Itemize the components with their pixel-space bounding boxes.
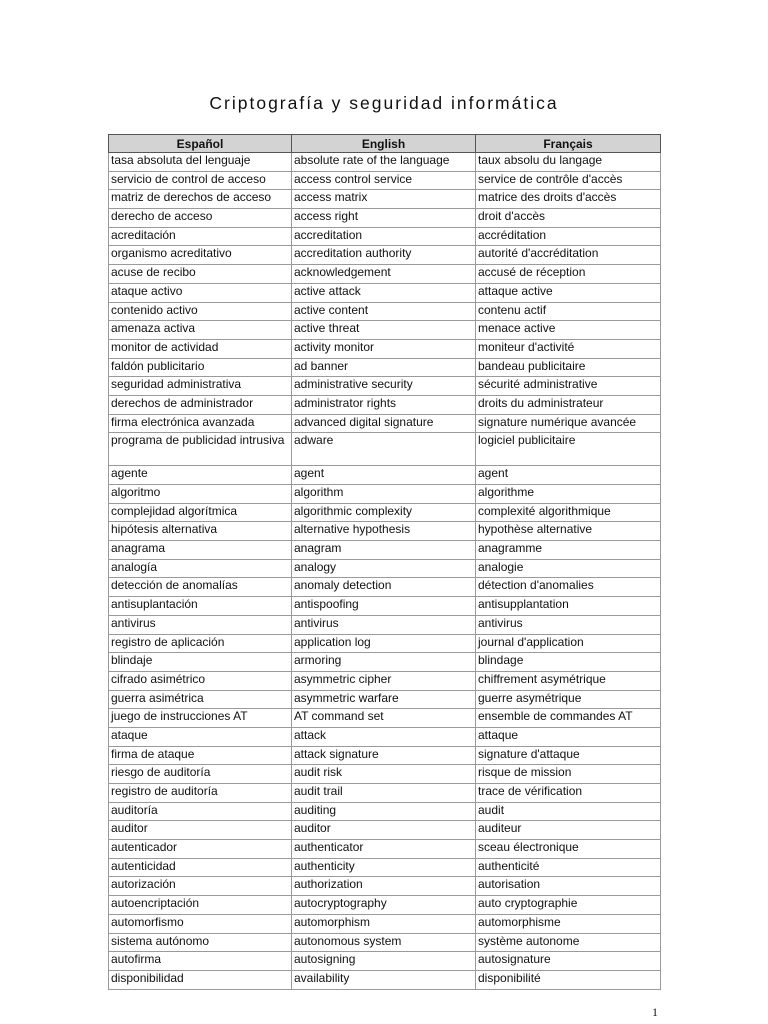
table-row	[109, 522, 661, 541]
french-term-cell: risque de mission	[476, 765, 661, 784]
spanish-term-cell: ataque	[109, 727, 292, 746]
english-term-cell: authenticator	[292, 840, 476, 859]
table-row	[109, 877, 661, 896]
french-term-cell: authenticité	[476, 858, 661, 877]
english-term-cell: antispoofing	[292, 597, 476, 616]
english-term-cell: anagram	[292, 541, 476, 560]
table-row	[109, 784, 661, 803]
english-term-cell: alternative hypothesis	[292, 522, 476, 541]
english-term-cell: auditing	[292, 802, 476, 821]
spanish-term-cell: sistema autónomo	[109, 933, 292, 952]
column-header-english: English	[292, 135, 476, 153]
english-term-cell: accreditation authority	[292, 246, 476, 265]
english-term-cell: anomaly detection	[292, 578, 476, 597]
french-term-cell: blindage	[476, 653, 661, 672]
spanish-term-cell: agente	[109, 466, 292, 485]
spanish-term-cell: antisuplantación	[109, 597, 292, 616]
english-term-cell: advanced digital signature	[292, 414, 476, 433]
table-row	[109, 190, 661, 209]
english-term-cell: administrator rights	[292, 395, 476, 414]
english-term-cell: accreditation	[292, 227, 476, 246]
spanish-term-cell: complejidad algorítmica	[109, 503, 292, 522]
table-row	[109, 503, 661, 522]
french-term-cell: matrice des droits d'accès	[476, 190, 661, 209]
table-row	[109, 265, 661, 284]
spanish-term-cell: guerra asimétrica	[109, 690, 292, 709]
spanish-term-cell: analogía	[109, 559, 292, 578]
spanish-term-cell: anagrama	[109, 541, 292, 560]
table-row	[109, 597, 661, 616]
table-row	[109, 227, 661, 246]
french-term-cell: complexité algorithmique	[476, 503, 661, 522]
table-row	[109, 765, 661, 784]
spanish-term-cell: faldón publicitario	[109, 358, 292, 377]
spanish-term-cell: cifrado asimétrico	[109, 671, 292, 690]
french-term-cell: anagramme	[476, 541, 661, 560]
french-term-cell: antisupplantation	[476, 597, 661, 616]
spanish-term-cell: autenticidad	[109, 858, 292, 877]
spanish-term-cell: registro de auditoría	[109, 784, 292, 803]
french-term-cell: bandeau publicitaire	[476, 358, 661, 377]
english-term-cell: agent	[292, 466, 476, 485]
table-row	[109, 858, 661, 877]
page-number: 1	[652, 1005, 658, 1019]
english-term-cell: availability	[292, 970, 476, 989]
spanish-term-cell: algoritmo	[109, 485, 292, 504]
english-term-cell: authorization	[292, 877, 476, 896]
spanish-term-cell: servicio de control de acceso	[109, 171, 292, 190]
table-row	[109, 970, 661, 989]
table-row	[109, 821, 661, 840]
table-row	[109, 802, 661, 821]
table-row	[109, 541, 661, 560]
spanish-term-cell: antivirus	[109, 615, 292, 634]
table-row	[109, 339, 661, 358]
french-term-cell: antivirus	[476, 615, 661, 634]
spanish-term-cell: seguridad administrativa	[109, 377, 292, 396]
english-term-cell: algorithmic complexity	[292, 503, 476, 522]
table-row	[109, 377, 661, 396]
english-term-cell: autocryptography	[292, 896, 476, 915]
english-term-cell: active threat	[292, 321, 476, 340]
french-term-cell: détection d'anomalies	[476, 578, 661, 597]
french-term-cell: attaque active	[476, 283, 661, 302]
table-row	[109, 302, 661, 321]
english-term-cell: acknowledgement	[292, 265, 476, 284]
english-term-cell: armoring	[292, 653, 476, 672]
spanish-term-cell: acuse de recibo	[109, 265, 292, 284]
table-row	[109, 153, 661, 172]
spanish-term-cell: autorización	[109, 877, 292, 896]
french-term-cell: journal d'application	[476, 634, 661, 653]
spanish-term-cell: hipótesis alternativa	[109, 522, 292, 541]
table-row	[109, 559, 661, 578]
spanish-term-cell: contenido activo	[109, 302, 292, 321]
table-row	[109, 283, 661, 302]
spanish-term-cell: detección de anomalías	[109, 578, 292, 597]
spanish-term-cell: tasa absoluta del lenguaje	[109, 153, 292, 172]
english-term-cell: autosigning	[292, 952, 476, 971]
spanish-term-cell: firma de ataque	[109, 746, 292, 765]
table-row	[109, 896, 661, 915]
french-term-cell: droit d'accès	[476, 209, 661, 228]
spanish-term-cell: monitor de actividad	[109, 339, 292, 358]
french-term-cell: droits du administrateur	[476, 395, 661, 414]
english-term-cell: ad banner	[292, 358, 476, 377]
table-row	[109, 914, 661, 933]
spanish-term-cell: auditor	[109, 821, 292, 840]
french-term-cell: hypothèse alternative	[476, 522, 661, 541]
english-term-cell: activity monitor	[292, 339, 476, 358]
table-row	[109, 709, 661, 728]
french-term-cell: guerre asymétrique	[476, 690, 661, 709]
french-term-cell: contenu actif	[476, 302, 661, 321]
english-term-cell: auditor	[292, 821, 476, 840]
table-row	[109, 485, 661, 504]
table-row	[109, 690, 661, 709]
english-term-cell: adware	[292, 433, 476, 466]
table-row	[109, 615, 661, 634]
french-term-cell: agent	[476, 466, 661, 485]
spanish-term-cell: amenaza activa	[109, 321, 292, 340]
english-term-cell: access matrix	[292, 190, 476, 209]
french-term-cell: système autonome	[476, 933, 661, 952]
spanish-term-cell: registro de aplicación	[109, 634, 292, 653]
french-term-cell: auditeur	[476, 821, 661, 840]
french-term-cell: menace active	[476, 321, 661, 340]
french-term-cell: autorité d'accréditation	[476, 246, 661, 265]
english-term-cell: algorithm	[292, 485, 476, 504]
french-term-cell: analogie	[476, 559, 661, 578]
table-row	[109, 321, 661, 340]
spanish-term-cell: auditoría	[109, 802, 292, 821]
spanish-term-cell: organismo acreditativo	[109, 246, 292, 265]
french-term-cell: signature numérique avancée	[476, 414, 661, 433]
spanish-term-cell: autofirma	[109, 952, 292, 971]
table-row	[109, 433, 661, 466]
column-header-french: Français	[476, 135, 661, 153]
table-row	[109, 840, 661, 859]
spanish-term-cell: derechos de administrador	[109, 395, 292, 414]
french-term-cell: sceau électronique	[476, 840, 661, 859]
english-term-cell: asymmetric warfare	[292, 690, 476, 709]
english-term-cell: audit risk	[292, 765, 476, 784]
french-term-cell: automorphisme	[476, 914, 661, 933]
english-term-cell: active attack	[292, 283, 476, 302]
english-term-cell: attack	[292, 727, 476, 746]
french-term-cell: autosignature	[476, 952, 661, 971]
french-term-cell: ensemble de commandes AT	[476, 709, 661, 728]
spanish-term-cell: blindaje	[109, 653, 292, 672]
french-term-cell: trace de vérification	[476, 784, 661, 803]
english-term-cell: AT command set	[292, 709, 476, 728]
table-row	[109, 414, 661, 433]
spanish-term-cell: disponibilidad	[109, 970, 292, 989]
spanish-term-cell: autenticador	[109, 840, 292, 859]
french-term-cell: algorithme	[476, 485, 661, 504]
table-row	[109, 671, 661, 690]
table-row	[109, 578, 661, 597]
french-term-cell: moniteur d'activité	[476, 339, 661, 358]
english-term-cell: application log	[292, 634, 476, 653]
table-row	[109, 358, 661, 377]
table-row	[109, 653, 661, 672]
table-header-row	[109, 135, 661, 153]
spanish-term-cell: juego de instrucciones AT	[109, 709, 292, 728]
english-term-cell: automorphism	[292, 914, 476, 933]
table-row	[109, 727, 661, 746]
french-term-cell: accréditation	[476, 227, 661, 246]
english-term-cell: attack signature	[292, 746, 476, 765]
table-row	[109, 634, 661, 653]
french-term-cell: audit	[476, 802, 661, 821]
french-term-cell: attaque	[476, 727, 661, 746]
english-term-cell: authenticity	[292, 858, 476, 877]
french-term-cell: autorisation	[476, 877, 661, 896]
table-row	[109, 246, 661, 265]
french-term-cell: disponibilité	[476, 970, 661, 989]
spanish-term-cell: acreditación	[109, 227, 292, 246]
english-term-cell: audit trail	[292, 784, 476, 803]
french-term-cell: sécurité administrative	[476, 377, 661, 396]
spanish-term-cell: ataque activo	[109, 283, 292, 302]
table-row	[109, 209, 661, 228]
table-row	[109, 746, 661, 765]
french-term-cell: auto cryptographie	[476, 896, 661, 915]
french-term-cell: service de contrôle d'accès	[476, 171, 661, 190]
english-term-cell: analogy	[292, 559, 476, 578]
table-row	[109, 395, 661, 414]
table-row	[109, 933, 661, 952]
spanish-term-cell: riesgo de auditoría	[109, 765, 292, 784]
table-row	[109, 466, 661, 485]
spanish-term-cell: automorfismo	[109, 914, 292, 933]
english-term-cell: autonomous system	[292, 933, 476, 952]
english-term-cell: asymmetric cipher	[292, 671, 476, 690]
spanish-term-cell: autoencriptación	[109, 896, 292, 915]
english-term-cell: access right	[292, 209, 476, 228]
english-term-cell: access control service	[292, 171, 476, 190]
spanish-term-cell: derecho de acceso	[109, 209, 292, 228]
spanish-term-cell: firma electrónica avanzada	[109, 414, 292, 433]
column-header-spanish: Español	[109, 135, 292, 153]
english-term-cell: antivirus	[292, 615, 476, 634]
english-term-cell: administrative security	[292, 377, 476, 396]
glossary-table	[108, 134, 661, 990]
french-term-cell: signature d'attaque	[476, 746, 661, 765]
spanish-term-cell: programa de publicidad intrusiva	[109, 433, 292, 466]
english-term-cell: active content	[292, 302, 476, 321]
english-term-cell: absolute rate of the language	[292, 153, 476, 172]
table-row	[109, 952, 661, 971]
french-term-cell: logiciel publicitaire	[476, 433, 661, 466]
french-term-cell: accusé de réception	[476, 265, 661, 284]
table-row	[109, 171, 661, 190]
page-title: Criptografía y seguridad informática	[209, 93, 559, 113]
spanish-term-cell: matriz de derechos de acceso	[109, 190, 292, 209]
french-term-cell: taux absolu du langage	[476, 153, 661, 172]
french-term-cell: chiffrement asymétrique	[476, 671, 661, 690]
